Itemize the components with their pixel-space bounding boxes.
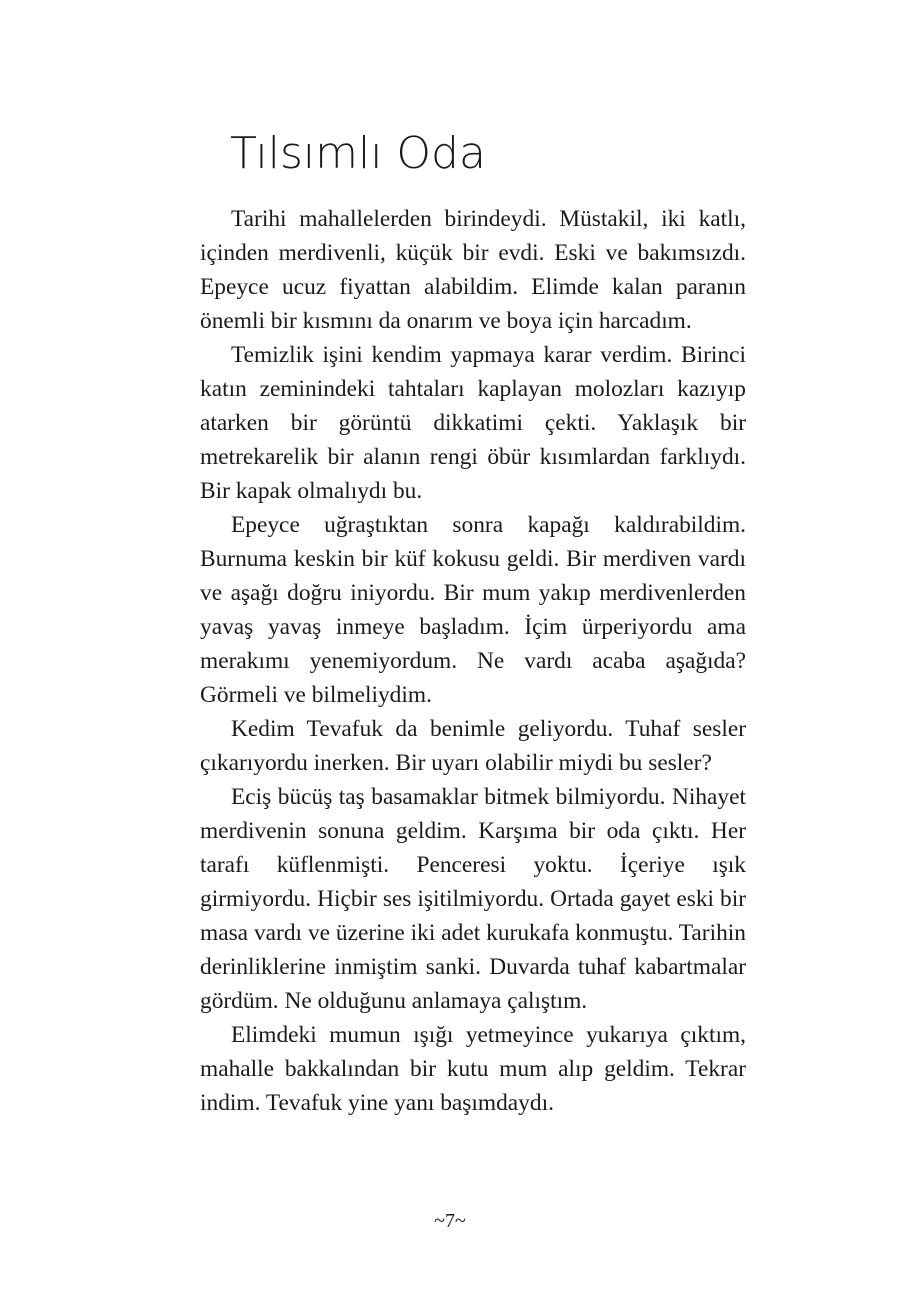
paragraph-3: Epeyce uğraştıktan sonra kapağı kaldırabildim. Burnuma keskin bir küf kokusu geldi. Bir merdiven vardı ve aşağı doğru iniyordu. Bir mum yakıp merdivenlerden yavaş yavaş inmeye başladım. İçim ürperiyordu ama merakımı yenemiyordum. Ne vardı acaba aşağıda? Görmeli ve bilmeliydim.	[200, 512, 746, 708]
paragraph-5: Eciş bücüş taş basamaklar bitmek bilmiyordu. Nihayet merdivenin sonuna geldim. Karşıma bir oda çıktı. Her tarafı küflenmişti. Penceresi yoktu. İçeriye ışık girmiyordu. Hiçbir ses işitilmiyordu. Ortada gayet eski bir masa vardı ve üzerine iki adet kurukafa konmuştu. Tarihin derinliklerine inmiştim sanki. Duvarda tuhaf kabartmalar gördüm. Ne olduğunu anlamaya çalıştım.	[200, 784, 746, 1014]
paragraph-6: Elimdeki mumun ışığı yetmeyince yukarıya çıktım, mahalle bakkalından bir kutu mum alıp geldim. Tekrar indim. Tevafuk yine yanı başımdaydı.	[200, 1022, 746, 1116]
page-number: ~7~	[434, 1210, 466, 1232]
paragraph-4: Kedim Tevafuk da benimle geliyordu. Tuhaf sesler çıkarıyordu inerken. Bir uyarı olabilir miydi bu sesler?	[200, 716, 746, 776]
paragraph-1: Tarihi mahallelerden birindeydi. Müstakil, iki katlı, içinden merdivenli, küçük bir evdi. Eski ve bakımsızdı. Epeyce ucuz fiyattan alabildim. Elimde kalan paranın önemli bir kısmını da onarım ve boya için harcadım.	[200, 206, 746, 334]
paragraph-2: Temizlik işini kendim yapmaya karar verdim. Birinci katın zeminindeki tahtaları kaplayan molozları kazıyıp atarken bir görüntü dikkatimi çekti. Yaklaşık bir metrekarelik bir alanın rengi öbür kısımlardan farklıydı. Bir kapak olmalıydı bu.	[200, 342, 746, 504]
body-text	[200, 202, 746, 1120]
chapter-title: Tılsımlı Oda	[230, 128, 486, 179]
